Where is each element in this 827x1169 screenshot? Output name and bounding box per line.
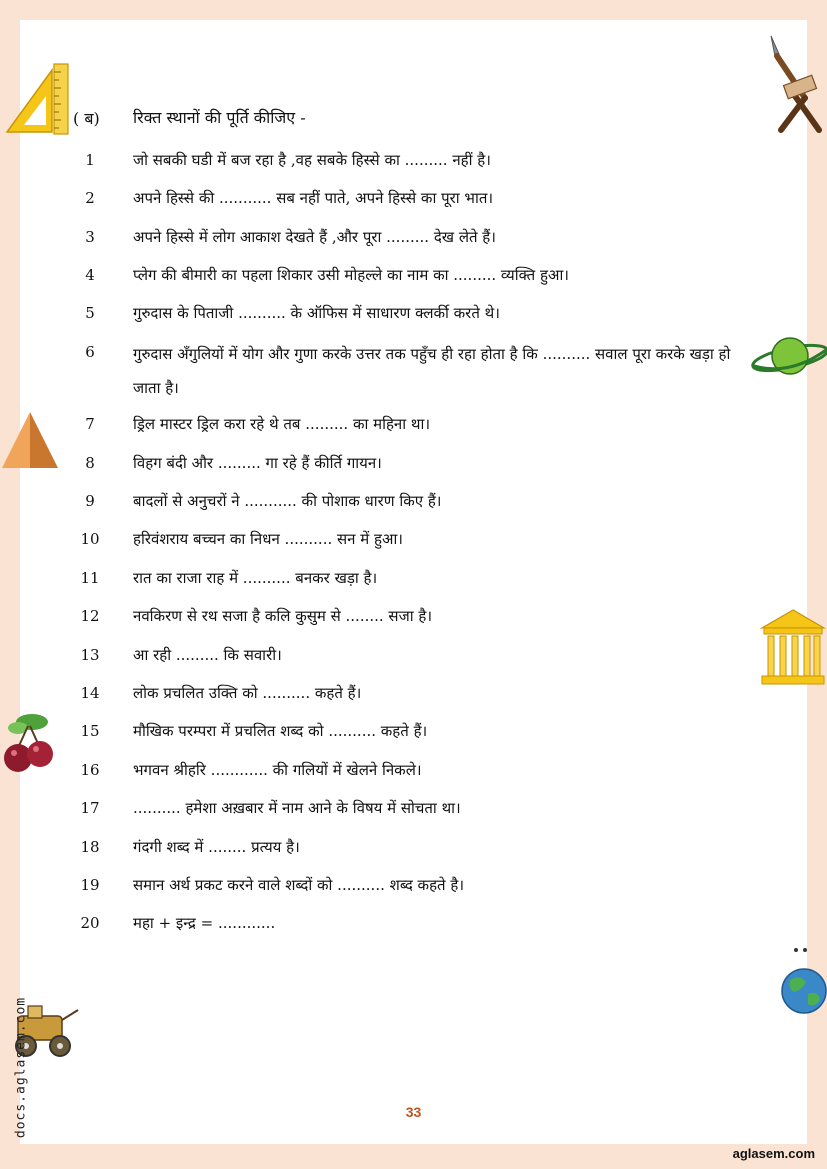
question-text: लोक प्रचलित उक्ति को .......... कहते हैं। xyxy=(133,684,362,702)
section-title: रिक्त स्थानों की पूर्ति कीजिए - xyxy=(133,108,306,127)
question-number: 12 xyxy=(80,607,100,625)
question-text: ड्रिल मास्टर ड्रिल करा रहे थे तब ......... का महिना था। xyxy=(133,415,431,433)
question-number: 8 xyxy=(85,454,95,472)
question-number: 2 xyxy=(85,189,95,207)
question-text: अपने हिस्से की ........... सब नहीं पाते, अपने हिस्से का पूरा भात। xyxy=(133,189,494,207)
question-number: 1 xyxy=(85,151,95,169)
question-number: 20 xyxy=(80,914,100,932)
question-text: महा + इन्द्र = ............ xyxy=(133,914,276,932)
question-number: 6 xyxy=(85,343,95,361)
question-number: 17 xyxy=(80,799,100,817)
question-text: मौखिक परम्परा में प्रचलित शब्द को .......... कहते हैं। xyxy=(133,722,428,740)
pyramid-icon xyxy=(0,410,60,472)
section-label: ( ब) xyxy=(73,109,100,128)
question-number: 18 xyxy=(80,838,100,856)
question-number: 13 xyxy=(80,646,100,664)
question-text: आ रही ......... कि सवारी। xyxy=(133,646,282,664)
question-number: 4 xyxy=(85,266,95,284)
question-text: रात का राजा राह में .......... बनकर खड़ा है। xyxy=(133,569,378,587)
ruler-triangle-icon xyxy=(2,60,72,136)
side-url-watermark: docs.aglasem.com xyxy=(13,996,29,1139)
question-number: 19 xyxy=(80,876,100,894)
page-number: 33 xyxy=(405,1104,422,1120)
question-text: बादलों से अनुचरों ने ........... की पोशाक धारण किए हैं। xyxy=(133,492,442,510)
question-number: 14 xyxy=(80,684,100,702)
question-text: हरिवंशराय बच्चन का निधन .......... सन में हुआ। xyxy=(133,530,403,548)
site-brand: aglasem.com xyxy=(732,1146,815,1161)
tools-icon xyxy=(765,34,827,134)
question-text: गुरुदास के पिताजी .......... के ऑफिस में साधारण क्लर्की करते थे। xyxy=(133,304,500,322)
cherries-icon xyxy=(2,708,58,778)
planet-icon xyxy=(748,330,827,386)
question-number: 5 xyxy=(85,304,95,322)
question-number: 9 xyxy=(85,492,95,510)
question-number: 10 xyxy=(80,530,100,548)
question-text: अपने हिस्से में लोग आकाश देखते हैं ,और पूरा ......... देख लेते हैं। xyxy=(133,228,496,246)
question-text: गंदगी शब्द में ........ प्रत्यय है। xyxy=(133,838,300,856)
question-text: जो सबकी घडी में बज रहा है ,वह सबके हिस्से का ......... नहीं है। xyxy=(133,151,491,169)
question-number: 7 xyxy=(85,415,95,433)
question-text: समान अर्थ प्रकट करने वाले शब्दों को .......... शब्द कहते है। xyxy=(133,876,465,894)
earth-icon xyxy=(778,944,827,1020)
question-number: 16 xyxy=(80,761,100,779)
question-text: भगवन श्रीहरि ............ की गलियों में खेलने निकले। xyxy=(133,761,422,779)
question-number: 11 xyxy=(80,569,100,587)
question-text: गुरुदास अँगुलियों में योग और गुणा करके उत्तर तक पहुँच ही रहा होता है कि .......... सवाल पूरा करके खड़ा हो जाता है। xyxy=(133,345,731,397)
question-number: 3 xyxy=(85,228,95,246)
question-text: .......... हमेशा अख़बार में नाम आने के विषय में सोचता था। xyxy=(133,799,461,817)
question-text: विहग बंदी और ......... गा रहे हैं कीर्ति गायन। xyxy=(133,454,382,472)
question-text: प्लेग की बीमारी का पहला शिकार उसी मोहल्ले का नाम का ......... व्यक्ति हुआ। xyxy=(133,266,569,284)
question-text: नवकिरण से रथ सजा है कलि कुसुम से ........ सजा है। xyxy=(133,607,433,625)
question-number: 15 xyxy=(80,722,100,740)
